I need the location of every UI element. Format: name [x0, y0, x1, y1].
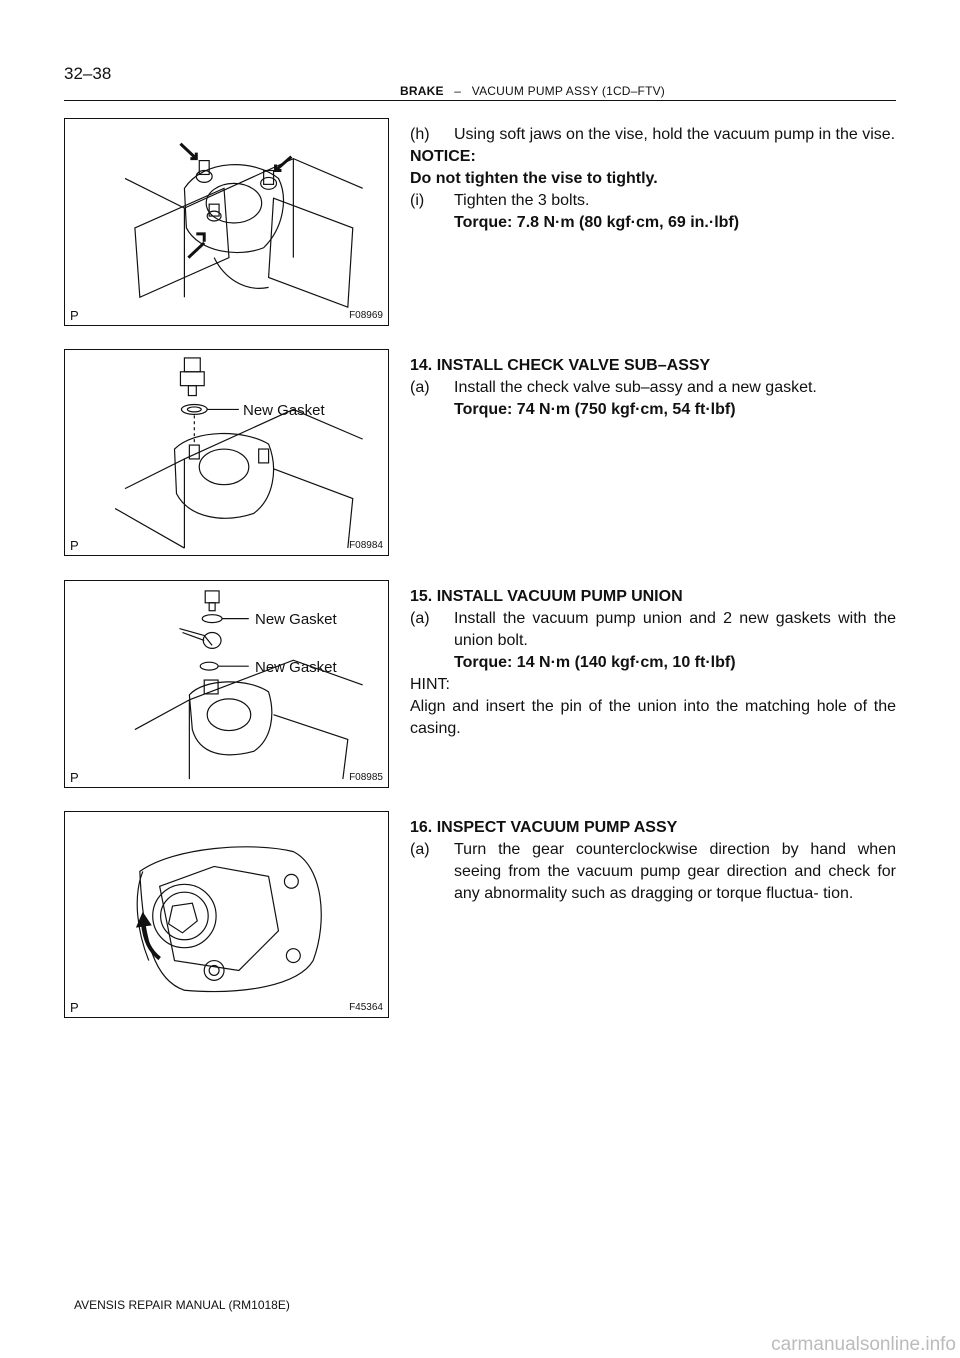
- figure-pump-gear-rotation: [64, 811, 389, 1018]
- figure-check-valve: [64, 349, 389, 556]
- header-rule: [64, 100, 896, 101]
- watermark: carmanualsonline.info: [771, 1334, 956, 1355]
- section-heading: 14. INSTALL CHECK VALVE SUB–ASSY: [410, 357, 711, 374]
- step-14: [410, 355, 896, 421]
- step-label: (a): [410, 379, 430, 396]
- figure-code: F45364: [349, 1002, 383, 1013]
- check-valve-illustration: [65, 350, 388, 555]
- page-number: 32–38: [64, 64, 112, 83]
- step-label: (a): [410, 841, 430, 858]
- vacuum-pump-union-illustration: [65, 581, 388, 787]
- step-text: Install the check valve sub–assy and a new gasket.: [454, 379, 817, 396]
- figure-code: F08984: [349, 540, 383, 551]
- header-separator: –: [454, 84, 462, 98]
- step-text: Tighten the 3 bolts.: [454, 192, 590, 209]
- callout-new-gasket: New Gasket: [243, 402, 325, 419]
- callout-new-gasket-upper: New Gasket: [255, 611, 337, 628]
- step-a: [410, 839, 896, 905]
- step-a: [410, 377, 896, 399]
- step-text: Turn the gear counterclockwise direction by hand when seeing from the vacuum pump gear direction and check for any abnormality such as dragging or torque fluctua- tion.: [454, 841, 896, 902]
- pump-gear-rotation-illustration: [65, 812, 388, 1017]
- torque-spec: Torque: 14 N·m (140 kgf·cm, 10 ft·lbf): [454, 654, 736, 671]
- torque-spec: Torque: 7.8 N·m (80 kgf·cm, 69 in.·lbf): [454, 214, 740, 231]
- step-a: [410, 608, 896, 652]
- hint-text: Align and insert the pin of the union into the matching hole of the casing.: [410, 698, 896, 737]
- step-text: Using soft jaws on the vise, hold the vacuum pump in the vise.: [454, 126, 896, 143]
- notice-text: Do not tighten the vise to tightly.: [410, 170, 658, 187]
- figure-p-mark: P: [70, 538, 79, 553]
- vacuum-pump-vise-illustration: [65, 119, 388, 325]
- figure-code: F08985: [349, 772, 383, 783]
- figure-p-mark: P: [70, 308, 79, 323]
- subsection-title: VACUUM PUMP ASSY (1CD–FTV): [471, 84, 666, 98]
- step-i: [410, 190, 896, 212]
- step-16: [410, 817, 896, 905]
- torque-spec: Torque: 74 N·m (750 kgf·cm, 54 ft·lbf): [454, 401, 736, 418]
- step-text: Install the vacuum pump union and 2 new gaskets with the union bolt.: [454, 610, 896, 649]
- figure-code: F08969: [349, 310, 383, 321]
- step-15: [410, 586, 896, 740]
- figure-p-mark: P: [70, 770, 79, 785]
- step-label: (i): [410, 192, 425, 209]
- section-heading: 15. INSTALL VACUUM PUMP UNION: [410, 588, 683, 605]
- steps-h-i: [410, 124, 896, 234]
- section-title: BRAKE: [400, 84, 444, 98]
- section-heading: 16. INSPECT VACUUM PUMP ASSY: [410, 819, 678, 836]
- figure-vacuum-pump-in-vise: [64, 118, 389, 326]
- section-header: [400, 84, 665, 98]
- figure-vacuum-pump-union: [64, 580, 389, 788]
- hint-label: HINT:: [410, 676, 450, 693]
- step-label: (a): [410, 610, 430, 627]
- step-h: [410, 124, 896, 146]
- footer-manual-title: AVENSIS REPAIR MANUAL (RM1018E): [74, 1298, 290, 1312]
- step-label: (h): [410, 126, 430, 143]
- figure-p-mark: P: [70, 1000, 79, 1015]
- callout-new-gasket-lower: New Gasket: [255, 659, 337, 676]
- notice-label: NOTICE:: [410, 148, 476, 165]
